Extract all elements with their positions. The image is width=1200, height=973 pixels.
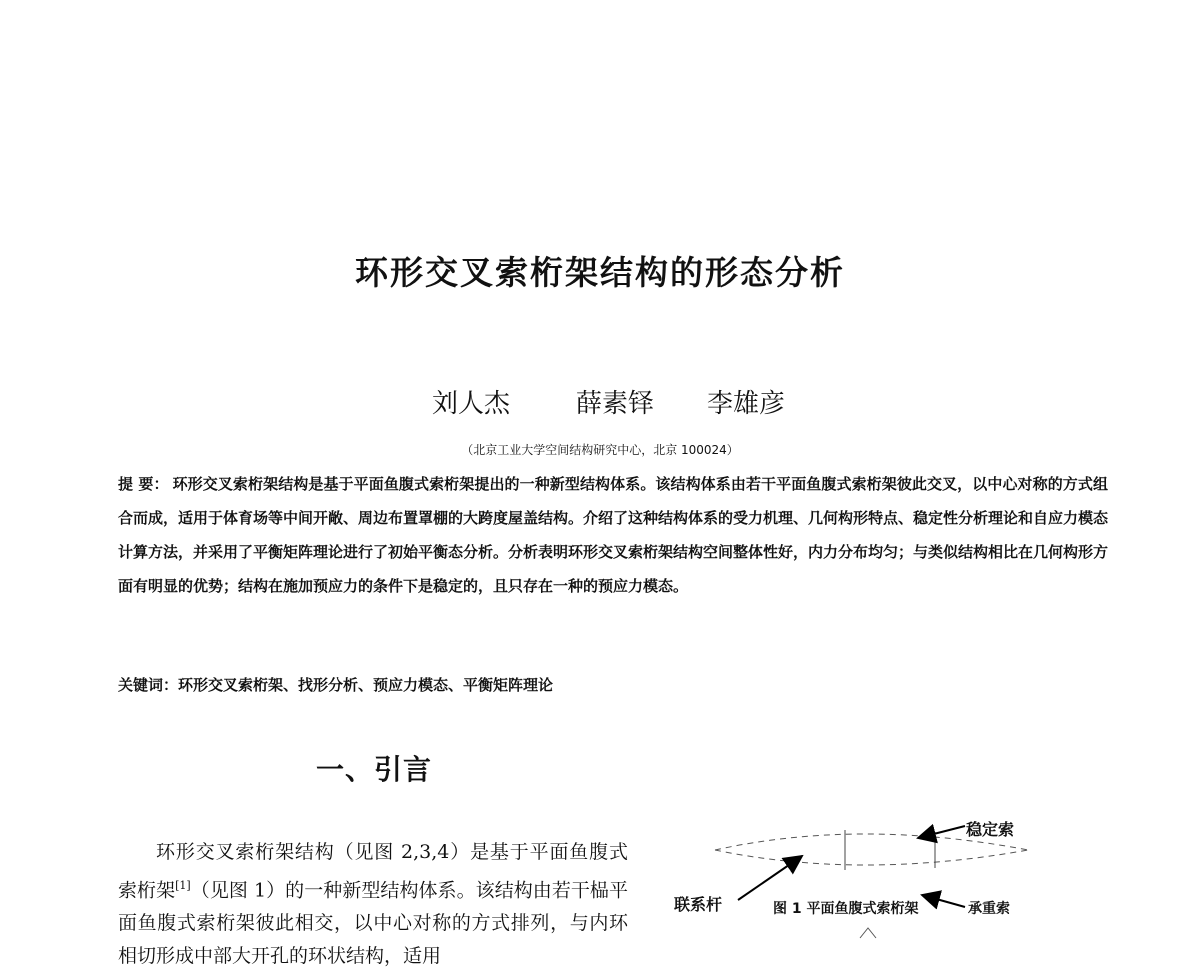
lower-cable bbox=[715, 850, 1028, 865]
affiliation: （北京工业大学空间结构研究中心，北京 100024） bbox=[461, 443, 739, 457]
label-tie-rod: 联系杆 bbox=[674, 895, 723, 914]
stabilizing-arrow bbox=[918, 826, 965, 838]
author-2: 薛素铎 bbox=[576, 389, 655, 419]
load-cable-arrow bbox=[922, 895, 965, 907]
keywords-text: 环形交叉索桁架、找形分析、预应力模态、平衡矩阵理论 bbox=[178, 676, 554, 694]
abstract bbox=[118, 467, 1108, 603]
citation-ref: [1] bbox=[175, 879, 191, 892]
paper-title: 环形交叉索桁架结构的形态分析 bbox=[355, 253, 845, 292]
keywords bbox=[118, 674, 553, 695]
author-3: 李雄彦 bbox=[707, 389, 786, 419]
intro-text-2: （见图 1）的一种新型结构体系。该结构由若干榀平面鱼腹式索桁架彼此相交，以中心对称的方式排列，与内环相切形成中部大开孔的环状结构，适用 bbox=[118, 879, 628, 968]
abstract-text: 环形交叉索桁架结构是基于平面鱼腹式索桁架提出的一种新型结构体系。该结构体系由若干平面鱼腹式索桁架彼此交叉，以中心对称的方式组合而成，适用于体育场等中间开敞、周边布置罩棚的大跨度屋盖结构。介绍了这种结构体系的受力机理、几何构形特点、稳定性分析理论和自应力模态计算方法，并采用了平衡矩阵理论进行了初始平衡态分析。分析表明环形交叉索桁架结构空间整体性好，内力分布均匀；与类似结构相比在几何构形方面有明显的优势；结构在施加预应力的条件下是稳定的，且只存在一种的预应力模态。 bbox=[118, 475, 1109, 595]
label-load-cable: 承重索 bbox=[968, 901, 1010, 917]
figure-caption: 图 1 平面鱼腹式索桁架 bbox=[773, 901, 919, 917]
next-figure-fragment bbox=[860, 928, 876, 938]
label-stabilizing-cable: 稳定索 bbox=[966, 820, 1015, 839]
keywords-label: 关键词： bbox=[118, 676, 179, 694]
tie-rod-arrow bbox=[738, 856, 802, 900]
abstract-label: 提 要： bbox=[118, 475, 169, 493]
figure-1 bbox=[660, 810, 1070, 943]
section-heading: 一、引言 bbox=[316, 753, 433, 786]
intro-paragraph bbox=[118, 836, 628, 973]
author-1: 刘人杰 bbox=[432, 389, 511, 419]
intro-text-1: 环形交叉索桁架结构（见图 2,3,4）是基于平面鱼腹式索桁架 bbox=[118, 841, 628, 902]
